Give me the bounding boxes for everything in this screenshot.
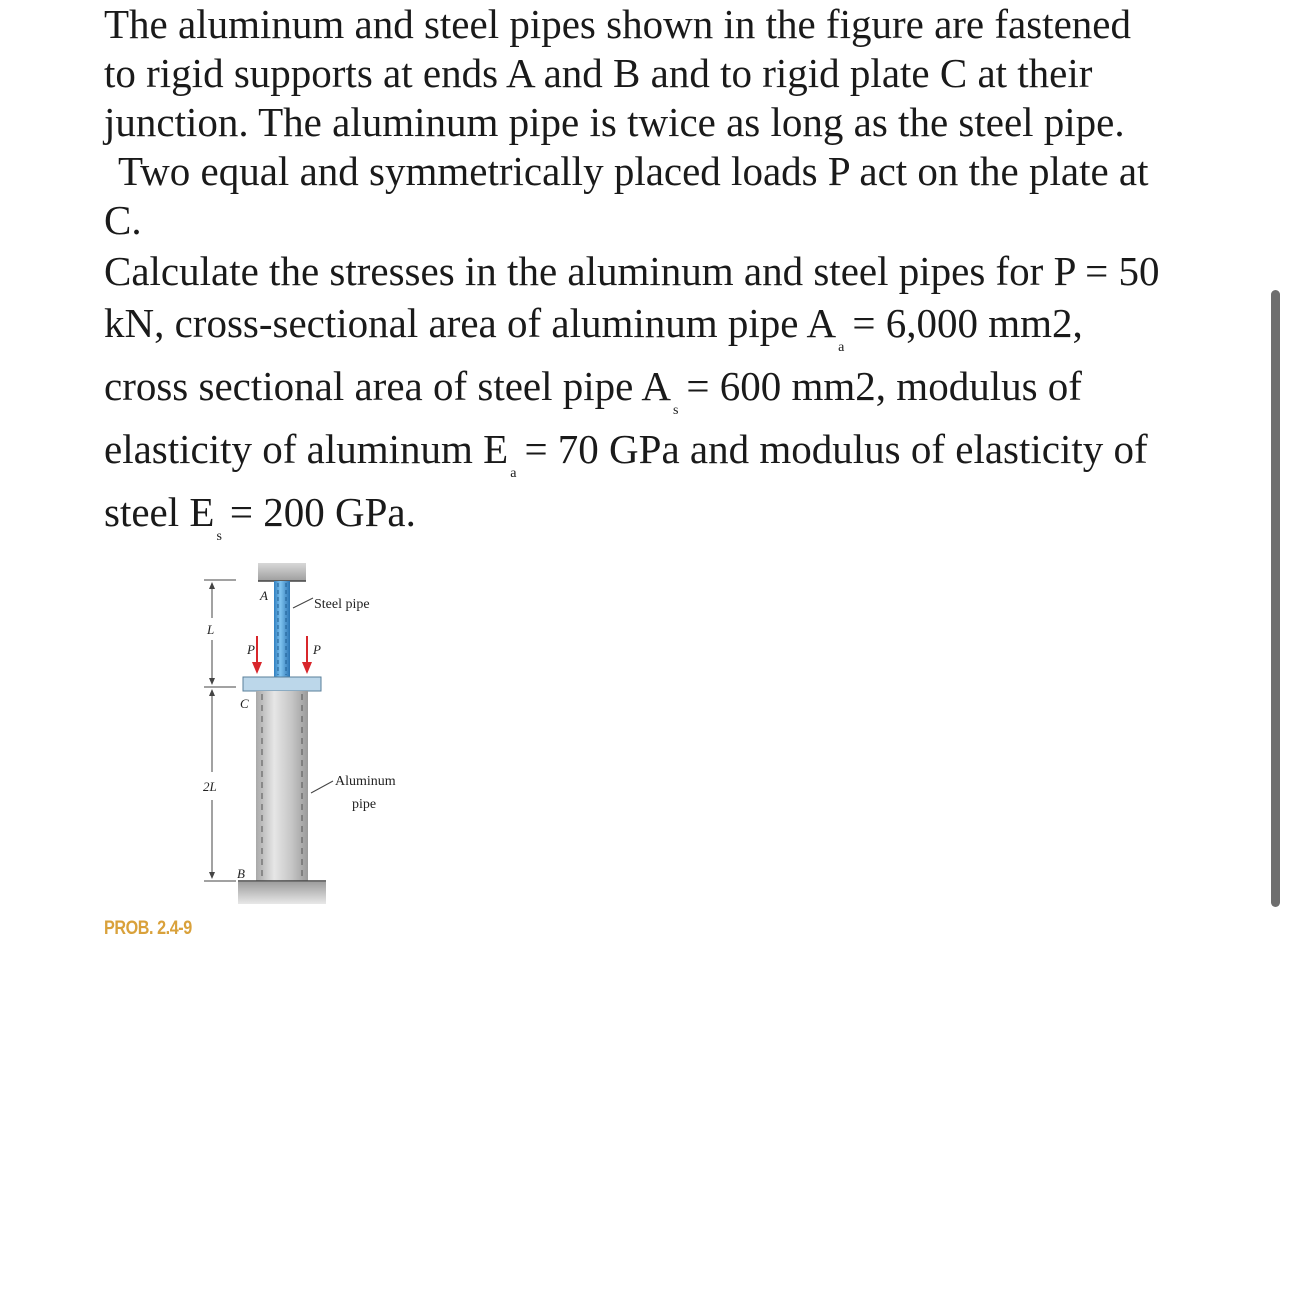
- subscript: a: [510, 466, 517, 481]
- text-line: [104, 423, 1204, 486]
- dimension-arrowhead: [209, 872, 215, 879]
- text-fragment: = 6,000 mm2,: [852, 300, 1083, 346]
- dimension-label-l: L: [207, 622, 215, 637]
- text-fragment: = 600 mm2, modulus of: [686, 363, 1082, 409]
- problem-paragraph-2: [104, 245, 1204, 549]
- problem-number-label: PROB. 2.4-9: [104, 918, 192, 939]
- aluminum-pipe-label: Aluminum: [335, 774, 396, 789]
- dimension-label-2l: 2L: [203, 779, 217, 794]
- top-support: [258, 563, 306, 581]
- text-line: [104, 486, 1204, 549]
- dimension-arrowhead: [209, 678, 215, 685]
- text-line: [104, 297, 1204, 360]
- dimension-arrowhead: [209, 582, 215, 589]
- rigid-plate-c: [243, 677, 321, 691]
- text-line: C.: [104, 197, 142, 243]
- pipe-figure: [100, 560, 420, 960]
- text-line: to rigid supports at ends A and B and to rigid plate C at their: [104, 50, 1093, 96]
- problem-paragraph-1: [104, 0, 1204, 245]
- load-arrow-right-head: [302, 662, 312, 674]
- load-arrow-left-head: [252, 662, 262, 674]
- text-fragment: elasticity of aluminum E: [104, 426, 509, 472]
- label-b: B: [237, 866, 245, 881]
- text-fragment: kN, cross-sectional area of aluminum pipe A: [104, 300, 837, 346]
- aluminum-pipe: [256, 691, 308, 881]
- steel-pipe-leader: [293, 598, 313, 608]
- subscript: s: [216, 529, 222, 544]
- text-line: Calculate the stresses in the aluminum and steel pipes for P = 50: [104, 248, 1160, 294]
- text-line: [104, 360, 1204, 423]
- label-p-left: P: [247, 642, 255, 657]
- text-line: The aluminum and steel pipes shown in the figure are fastened: [104, 1, 1131, 47]
- label-p-right: P: [313, 642, 321, 657]
- text-fragment: steel E: [104, 489, 215, 535]
- subscript: a: [838, 340, 845, 355]
- steel-pipe: [274, 581, 290, 677]
- text-line: junction. The aluminum pipe is twice as long as the steel pipe.: [104, 99, 1125, 145]
- bottom-support: [238, 882, 326, 904]
- aluminum-pipe-label: pipe: [352, 797, 377, 812]
- label-a: A: [260, 588, 268, 603]
- aluminum-pipe-leader: [311, 781, 333, 793]
- dimension-arrowhead: [209, 689, 215, 696]
- scrollbar[interactable]: [1271, 290, 1280, 907]
- text-line: Two equal and symmetrically placed loads P act on the plate at: [118, 148, 1149, 194]
- steel-pipe-label: Steel pipe: [314, 597, 370, 612]
- text-fragment: = 200 GPa.: [229, 489, 416, 535]
- subscript: s: [672, 403, 679, 418]
- text-fragment: = 70 GPa and modulus of elasticity of: [524, 426, 1148, 472]
- text-fragment: cross sectional area of steel pipe A: [104, 363, 671, 409]
- label-c: C: [240, 696, 249, 711]
